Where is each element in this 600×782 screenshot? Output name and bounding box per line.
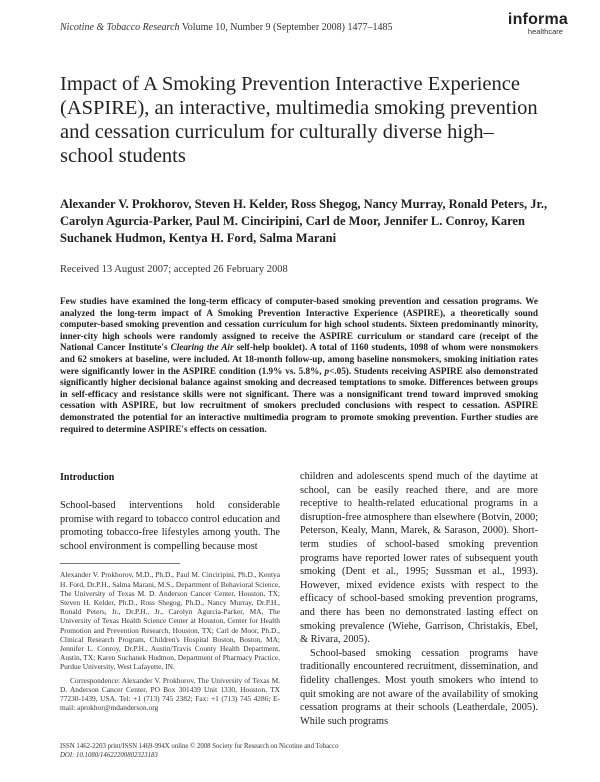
author-list: Alexander V. Prokhorov, Steven H. Kelder, Ross Shegog, Nancy Murray, Ronald Peters, Jr., Carolyn Agurcia-Parker, Paul M. Cinciripini, Carl de Moor, Jennifer L. Conroy, Karen Suchanek Hudmon, Kentya H. Ford, Salma Marani (60, 197, 548, 245)
journal-issue-info: Volume 10, Number 9 (September 2008) 1477–1485 (181, 22, 393, 33)
paragraph: School-based interventions hold considerable promise with regard to tobacco control education and promoting tobacco-free lifestyles among youth. The school environment is compelling because most (60, 500, 280, 552)
abstract (60, 296, 538, 435)
abstract-text-3: <.05). Students receiving ASPIRE also demonstrated significantly higher decisional balance against smoking and decreased temptations to smoke. Differences between groups in self-efficacy and resistance skills were not significant. There was a nonsignificant trend toward improved smoking cessation with ASPIRE, but low recruitment of smokers precluded conclusions with respect to cessation. ASPIRE demonstrated the potential for an interactive multimedia program to promote smoking prevention. Further studies are required to determine ASPIRE's effects on cessation. (60, 365, 538, 434)
abstract-italic-title: Clearing the Air (170, 342, 234, 353)
issn-line: ISSN 1462-2203 print/ISSN 1469-994X online © 2008 Society for Research on Nicotine and Tobacco (60, 743, 339, 750)
right-column-text (300, 470, 538, 728)
correspondence-text: Correspondence: Alexander V. Prokhorov, The University of Texas M. D. Anderson Cancer Center, PO Box 301439 Unit 1330, Houston, TX 77230-1439, USA. Tel: +1 (713) 745 2382; Fax: +1 (713) 745 4286; E-mail: aprokhor@mdanderson.org (60, 675, 280, 713)
author-affiliations (60, 570, 280, 712)
introduction-paragraph-1 (60, 499, 280, 553)
footnote-divider (60, 563, 180, 564)
journal-name: Nicotine & Tobacco Research (60, 22, 180, 33)
doi-line: DOI: 10.1080/14622200802323183 (60, 752, 158, 759)
logo-subtitle: healthcare (527, 27, 563, 36)
introduction-heading: Introduction (60, 472, 115, 483)
paragraph: School-based smoking cessation programs have traditionally encountered recruitment, dissemination, and fidelity challenges. Most youth smokers who intend to quit smoking are not aware of the availability of smoking cessation programs at their schools (Leatherdale, 2005). While such programs (300, 647, 538, 727)
abstract-text-1: Few studies have examined the long-term efficacy of computer-based smoking prevention and cessation programs. We analyzed the long-term impact of A Smoking Prevention Interactive Experience (ASPIRE), a theoretically sound computer-based smoking prevention and cessation curriculum for high school students. Sixteen predominantly minority, inner-city high schools were randomly assigned to receive the ASPIRE curriculum or standard care (receipt of the National Cancer Institute's (60, 296, 538, 353)
journal-header (60, 22, 392, 33)
abstract-p-symbol: p (324, 365, 330, 376)
left-column (60, 470, 280, 716)
right-column (300, 470, 538, 728)
paragraph: children and adolescents spend much of the daytime at school, can be easily reached there, and are more receptive to health-related educational programs in a disruption-free atmosphere than elsewhere (Botvin, 2000; Peterson, Kealy, Mann, Marek, & Sarason, 2000). Short-term studies of school-based smoking prevention programs have reported lower rates of subsequent youth smoking (Dent et al., 1995; Sussman et al., 1993). However, mixed evidence exists with respect to the efficacy of school-based smoking prevention programs, and there has been no demonstrated lasting effect on smoking prevalence (Wiehe, Garrison, Christakis, Ebel, & Rivara, 2005). (300, 471, 538, 646)
abstract-text-2: self-help booklet). A total of 1160 students, 1098 of whom were nonsmokers and 62 smokers at baseline, were included. At 18-month follow-up, among baseline nonsmokers, smoking initiation rates were significantly lower in the ASPIRE condition (1.9% vs. 5.8%, (60, 342, 538, 376)
page-footer (60, 742, 540, 760)
article-title: Impact of A Smoking Prevention Interactive Experience (ASPIRE), an interactive, multimedia smoking prevention and cessation curriculum for culturally diverse high–school students (60, 73, 538, 167)
affiliations-text: Alexander V. Prokhorov, M.D., Ph.D., Paul M. Cinciripini, Ph.D., Kentya H. Ford, Dr.P.H., Salma Marani, M.S., Department of Behavioral Science, The University of Texas M. D. Anderson Cancer Center, Houston, TX; Steven H. Kelder, Ph.D., Ross Shegog, Ph.D., Nancy Murray, Dr.P.H., Ronald Peters, Jr., Dr.P.H., Jr., Carolyn Agurcia-Parker, MA, The University of Texas Health Science Center at Houston, Center for Health Promotion and Prevention Research, Houston, TX; Carl de Moor, Ph.D., Clinical Research Program, Children's Hospital Boston, Boston, MA; Jennifer L. Conroy, Dr.P.H., Austin/Travis County Health Department, Austin, TX; Karen Suchanek Hudmon, Department of Pharmacy Practice, Purdue University, West Lafayette, IN. (60, 570, 280, 672)
publisher-logo (508, 12, 568, 36)
logo-brand: informa (507, 11, 568, 28)
received-dates: Received 13 August 2007; accepted 26 February 2008 (60, 264, 288, 275)
